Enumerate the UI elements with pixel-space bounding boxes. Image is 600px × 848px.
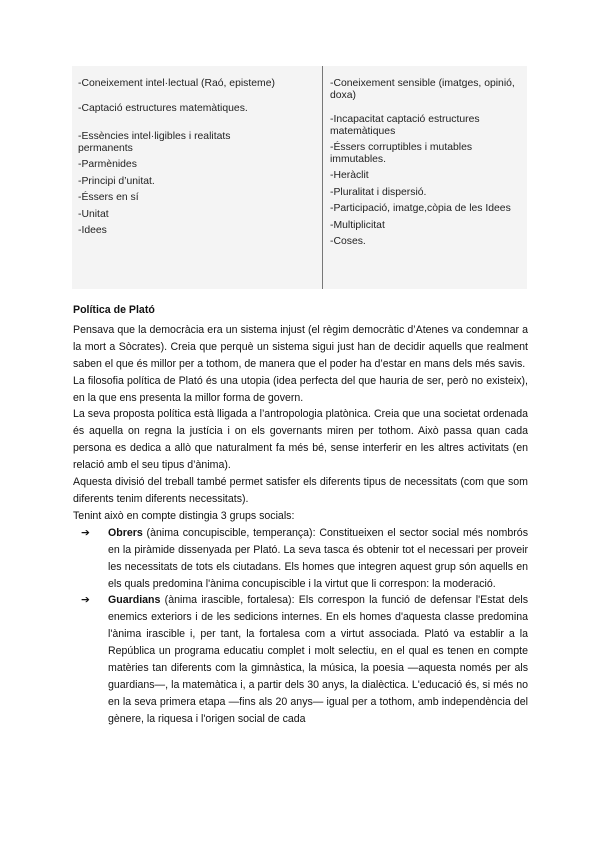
comparison-item: -Multiplicitat xyxy=(330,219,385,231)
comparison-item: -Pluralitat i dispersió. xyxy=(330,186,427,198)
column-divider xyxy=(322,66,323,289)
paragraph: La seva proposta política està lligada a l’antropologia platònica. Creia que una societat ordenada és aquella on regna la justícia i on els governants miren per tothom. Això passa quan cada persona es dedica a allò que naturalment fa més bé, sense interferir en les altres activitats (en relació amb el seu tipus d’ànima). xyxy=(73,408,528,472)
list-item-description: (ànima irascible, fortalesa): Els correspon la funció de defensar l'Estat dels enemics exteriors i de les sedicions internes. En els homes d'aquesta classe predomina l'ànima irascible i, per tant, la fortalesa com a virtut associada. Plató va establir a la República un programa educatiu complet i molt selectiu, en el qual es tenen en compte matèries tan diferents com la gimnàstica, la música, la poesia —aquesta només per als guardians—, la matemàtica i, a partir dels 30 anys, la dialèctica. L'educació és, si més no en la seva primera etapa —fins als 20 anys— igual per a tothom, amb independència del gènere, la riquesa i l'origen social de cada xyxy=(108,594,528,725)
list-item-description: (ànima concupiscible, temperança): Constitueixen el sector social més nombrós en la piràmide dissenyada per Plató. La seva tasca és obtenir tot el necessari per proveir les necessitats de tots els ciutadans. Els homes que integren aquest grup són aquells en els quals predomina l'ànima concupiscible i la virtut que li correspon: la moderació. xyxy=(108,526,528,590)
list-item-text xyxy=(108,592,528,727)
comparison-item: -Essències intel·ligibles i realitats permanents xyxy=(78,131,231,154)
arrow-bullet-icon: ➔ xyxy=(81,594,90,607)
comparison-column-sensible xyxy=(330,78,520,248)
comparison-item: -Coneixement sensible (imatges, opinió, doxa) xyxy=(330,78,515,101)
body-text xyxy=(73,302,528,728)
comparison-item: -Heràclit xyxy=(330,170,369,181)
list-item-guardians xyxy=(81,592,528,727)
comparison-item: -Parmènides xyxy=(78,159,137,170)
comparison-item: -Unitat xyxy=(78,208,109,220)
comparison-table xyxy=(72,66,527,289)
comparison-item: -Captació estructures matemàtiques. xyxy=(78,102,248,114)
list-item-text xyxy=(108,525,528,593)
comparison-column-intelligible xyxy=(78,78,278,237)
list-item-obrers xyxy=(81,525,528,593)
list-item-term: Obrers xyxy=(108,526,143,539)
comparison-item: -Éssers corruptibles i mutables immutables. xyxy=(330,142,473,165)
list-item-term: Guardians xyxy=(108,594,161,607)
paragraph: Aquesta divisió del treball també permet satisfer els diferents tipus de necessitats (com que som diferents tenim diferents necessitats). xyxy=(73,476,528,505)
comparison-item: -Éssers en sí xyxy=(78,192,139,203)
comparison-item: -Coses. xyxy=(330,236,366,247)
paragraph: Pensava que la democràcia era un sistema injust (el règim democràtic d’Atenes va condemnar a la mort a Sòcrates). Creia que perquè un sistema sigui just han de decidir aquells que realment saben el que és millor per a tothom, de manera que el poder ha d’estar en mans dels més savis. xyxy=(73,323,528,370)
paragraph: La filosofia política de Plató és una utopia (idea perfecta del que hauria de ser, però no existeix), en la que ens presenta la millor forma de govern. xyxy=(73,374,528,404)
paragraph: Tenint això en compte distingia 3 grups socials: xyxy=(73,509,295,522)
arrow-bullet-icon: ➔ xyxy=(81,526,90,539)
comparison-item: -Idees xyxy=(78,225,107,236)
section-title: Política de Plató xyxy=(73,304,155,316)
comparison-item: -Incapacitat captació estructures matemàtiques xyxy=(330,114,480,137)
comparison-item: -Participació, imatge,còpia de les Idees xyxy=(330,203,511,214)
comparison-item: -Coneixement intel·lectual (Raó, episteme) xyxy=(78,78,275,89)
comparison-item: -Principi d’unitat. xyxy=(78,175,155,187)
